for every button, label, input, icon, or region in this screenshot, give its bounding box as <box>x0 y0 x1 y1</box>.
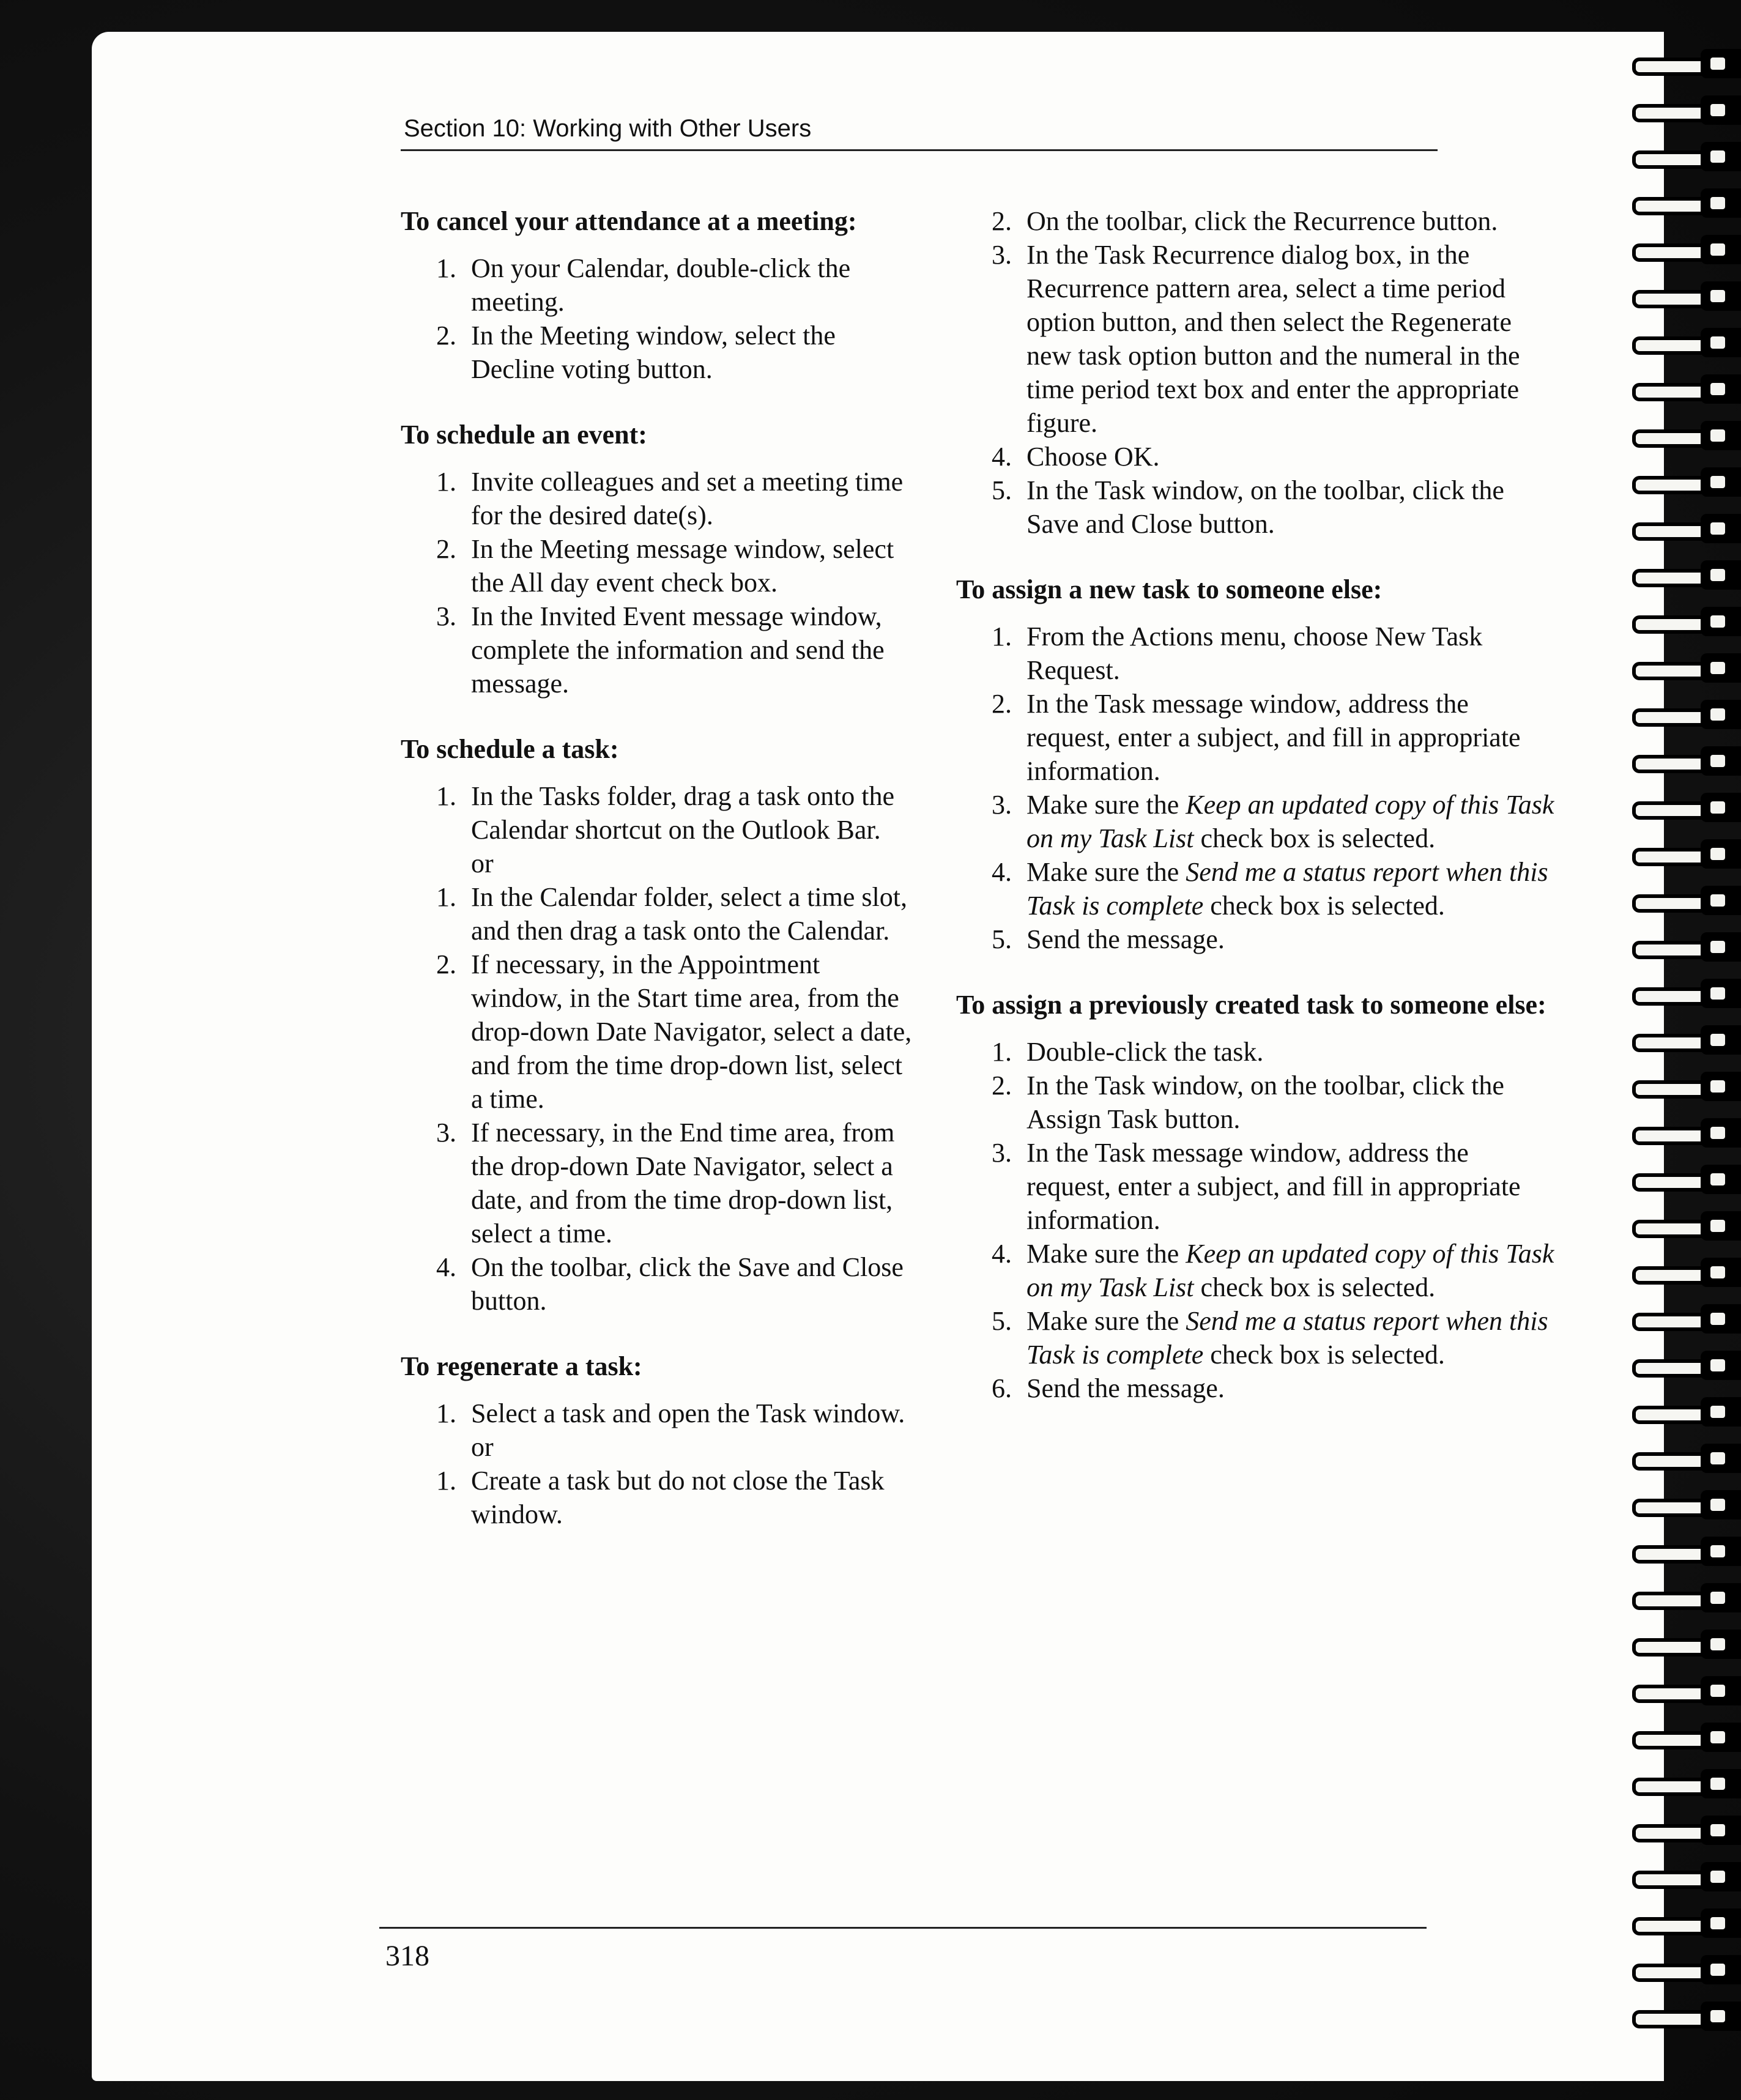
step-item <box>956 788 1556 855</box>
step-list <box>401 251 915 386</box>
coil-hole <box>1710 336 1725 349</box>
step-number: 3. <box>436 1118 456 1148</box>
step-item <box>956 204 1556 238</box>
step-item <box>401 1116 915 1250</box>
footer-rule <box>379 1927 1427 1929</box>
page-content <box>92 32 1664 2081</box>
step-text: On the toolbar, click the Save and Close button. <box>471 1252 904 1316</box>
step-text: Send the message. <box>1026 924 1225 954</box>
section-heading: To assign a new task to someone else: <box>956 574 1383 604</box>
binding-coil <box>1627 1351 1741 1380</box>
coil-hole <box>1710 1824 1725 1836</box>
binding-coil <box>1627 653 1741 683</box>
step-item <box>401 465 915 532</box>
step-item <box>401 1397 915 1430</box>
coil-hole <box>1710 1266 1725 1278</box>
coil-hole <box>1710 429 1725 442</box>
step-text: In the Task window, on the toolbar, click the Save and Close button. <box>1026 475 1504 539</box>
step-number: 4. <box>436 1252 456 1282</box>
step-text: From the Actions menu, choose New Task Request. <box>1026 621 1483 685</box>
step-text: In the Task window, on the toolbar, click the Assign Task button. <box>1026 1070 1504 1134</box>
binding-coil <box>1627 1072 1741 1101</box>
coil-hole <box>1710 801 1725 814</box>
binding-coil <box>1627 793 1741 822</box>
step-text: On the toolbar, click the Recurrence button. <box>1026 206 1498 236</box>
instruction-section <box>401 732 915 1318</box>
step-item <box>956 687 1556 788</box>
binding-coil <box>1627 1490 1741 1519</box>
binding-coil <box>1627 49 1741 78</box>
coil-hole <box>1710 1638 1725 1650</box>
step-number: 5. <box>992 1306 1012 1336</box>
step-number: 3. <box>436 601 456 631</box>
step-text-pre: Make sure the <box>1026 1306 1186 1336</box>
section-heading: To assign a previously created task to someone else: <box>956 990 1546 1020</box>
step-number: 1. <box>436 253 456 283</box>
binding-coil <box>1627 932 1741 962</box>
coil-hole <box>1710 1964 1725 1976</box>
step-text: In the Task message window, address the request, enter a subject, and fill in appropriate information. <box>1026 1138 1521 1235</box>
coil-hole <box>1710 243 1725 256</box>
coil-hole <box>1710 1545 1725 1557</box>
binding-coil <box>1627 700 1741 729</box>
step-list <box>401 465 915 700</box>
coil-hole <box>1710 615 1725 628</box>
binding-coil <box>1627 1211 1741 1241</box>
coil-hole <box>1710 104 1725 116</box>
step-text-post: check box is selected. <box>1203 1340 1445 1370</box>
coil-hole <box>1710 1220 1725 1232</box>
step-text-post: check box is selected. <box>1193 1272 1436 1302</box>
step-item <box>956 1136 1556 1237</box>
step-item <box>956 1371 1556 1405</box>
coil-hole <box>1710 1778 1725 1790</box>
step-number: 5. <box>992 924 1012 954</box>
step-text: Double-click the task. <box>1026 1037 1264 1067</box>
coil-hole <box>1710 383 1725 395</box>
coil-hole <box>1710 1917 1725 1929</box>
binding-coil <box>1627 1258 1741 1287</box>
section-heading: To cancel your attendance at a meeting: <box>401 206 857 236</box>
step-item <box>401 599 915 700</box>
step-text-option-name: Keep an updated copy of this Task on my Task List <box>1026 790 1554 853</box>
step-text: On your Calendar, double-click the meeting. <box>471 253 851 317</box>
coil-hole <box>1710 569 1725 581</box>
step-number: 5. <box>992 475 1012 505</box>
step-item <box>956 1069 1556 1136</box>
step-number: 3. <box>992 240 1012 270</box>
binding-coil <box>1627 839 1741 869</box>
step-number: 1. <box>436 882 456 912</box>
step-text <box>1026 857 1548 921</box>
binding-coil <box>1627 979 1741 1008</box>
coil-hole <box>1710 2010 1725 2022</box>
step-list <box>401 779 915 1318</box>
coil-hole <box>1710 1359 1725 1371</box>
book-page <box>92 32 1664 2081</box>
step-number: 1. <box>992 621 1012 651</box>
step-item <box>401 319 915 386</box>
step-list <box>401 1397 915 1531</box>
binding-coil <box>1627 328 1741 357</box>
page-number: 318 <box>385 1940 429 1972</box>
coil-hole <box>1710 58 1725 70</box>
step-list <box>956 620 1556 956</box>
step-text: In the Calendar folder, select a time slot, and then drag a task onto the Calendar. <box>471 882 907 946</box>
coil-hole <box>1710 941 1725 953</box>
step-item <box>956 1237 1556 1304</box>
step-number: 4. <box>992 857 1012 887</box>
coil-hole <box>1710 1034 1725 1046</box>
coil-hole <box>1710 476 1725 488</box>
step-item <box>401 880 915 948</box>
step-list <box>956 1035 1556 1405</box>
step-item <box>401 948 915 1116</box>
coil-hole <box>1710 197 1725 209</box>
step-text: In the Tasks folder, drag a task onto the Calendar shortcut on the Outlook Bar. <box>471 781 895 845</box>
coil-hole <box>1710 755 1725 767</box>
step-item <box>956 620 1556 687</box>
step-list <box>956 204 1556 541</box>
binding-coil <box>1627 1537 1741 1566</box>
section-heading: To regenerate a task: <box>401 1351 642 1381</box>
step-text-post: check box is selected. <box>1203 891 1445 921</box>
step-text: Choose OK. <box>1026 442 1160 472</box>
binding-coil <box>1627 188 1741 218</box>
right-column <box>956 204 1556 1437</box>
binding-coil <box>1627 235 1741 264</box>
step-text-post: check box is selected. <box>1193 823 1436 853</box>
step-text <box>1026 1239 1554 1302</box>
step-item <box>956 1304 1556 1371</box>
coil-hole <box>1710 1731 1725 1743</box>
step-text: Invite colleagues and set a meeting time for the desired date(s). <box>471 467 904 530</box>
step-item <box>956 238 1556 440</box>
binding-coil <box>1627 560 1741 590</box>
step-text: Send the message. <box>1026 1373 1225 1403</box>
step-text-option-name: Keep an updated copy of this Task on my Task List <box>1026 1239 1554 1302</box>
section-heading: To schedule an event: <box>401 420 647 450</box>
coil-hole <box>1710 1127 1725 1139</box>
binding-coil <box>1627 1165 1741 1194</box>
binding-coil <box>1627 1723 1741 1752</box>
coil-hole <box>1710 290 1725 302</box>
coil-hole <box>1710 987 1725 1000</box>
binding-coil <box>1627 1444 1741 1473</box>
step-item <box>401 1464 915 1531</box>
binding-coil <box>1627 1862 1741 1891</box>
step-number: 1. <box>436 467 456 497</box>
step-number: 2. <box>436 534 456 564</box>
step-text: In the Task Recurrence dialog box, in the Recurrence pattern area, select a time period option button, and then select the Regenerate new task option button and the numeral in the time period text box and enter the appropriate figure. <box>1026 240 1520 438</box>
binding-coil <box>1627 281 1741 311</box>
binding-coil <box>1627 1630 1741 1659</box>
binding-coil <box>1627 95 1741 125</box>
instruction-section <box>401 418 915 700</box>
step-text: In the Task message window, address the request, enter a subject, and fill in appropriate information. <box>1026 689 1521 786</box>
section-heading: To schedule a task: <box>401 734 619 764</box>
binding-coil <box>1627 1955 1741 1984</box>
coil-hole <box>1710 150 1725 163</box>
coil-hole <box>1710 1592 1725 1604</box>
coil-hole <box>1710 894 1725 907</box>
step-item <box>956 1035 1556 1069</box>
step-text: Create a task but do not close the Task window. <box>471 1466 885 1529</box>
instruction-section <box>401 204 915 386</box>
left-column <box>401 204 915 1563</box>
or-separator: or <box>471 1432 494 1462</box>
step-text: If necessary, in the Appointment window, in the Start time area, from the drop-down Date Navigator, select a date, and from the time drop-down list, select a time. <box>471 949 912 1114</box>
step-text: If necessary, in the End time area, from the drop-down Date Navigator, select a date, and from the time drop-down list, select a time. <box>471 1118 895 1248</box>
step-item <box>401 1250 915 1318</box>
step-text-pre: Make sure the <box>1026 790 1186 820</box>
binding-coil <box>1627 1816 1741 1845</box>
step-number: 1. <box>436 781 456 811</box>
or-separator: or <box>471 848 494 878</box>
coil-hole <box>1710 522 1725 535</box>
running-header: Section 10: Working with Other Users <box>404 115 812 142</box>
step-number: 2. <box>992 1070 1012 1100</box>
step-text-pre: Make sure the <box>1026 1239 1186 1269</box>
step-text-option-name: Send me a status report when this Task is complete <box>1026 857 1548 921</box>
instruction-section <box>956 573 1556 956</box>
step-number: 4. <box>992 1239 1012 1269</box>
binding-coil <box>1627 1025 1741 1055</box>
header-rule <box>401 149 1438 151</box>
spiral-binding <box>1627 49 1741 2068</box>
binding-coil <box>1627 467 1741 497</box>
binding-coil <box>1627 1909 1741 1938</box>
coil-hole <box>1710 1685 1725 1697</box>
step-number: 4. <box>992 442 1012 472</box>
step-number: 3. <box>992 790 1012 820</box>
step-text: Select a task and open the Task window. <box>471 1398 905 1428</box>
binding-coil <box>1627 142 1741 171</box>
step-text <box>1026 790 1554 853</box>
binding-coil <box>1627 607 1741 636</box>
step-text: In the Meeting window, select the Decline voting button. <box>471 321 836 384</box>
instruction-section <box>401 1349 915 1531</box>
binding-coil <box>1627 1769 1741 1798</box>
coil-hole <box>1710 1080 1725 1093</box>
step-text: In the Meeting message window, select the All day event check box. <box>471 534 894 598</box>
coil-hole <box>1710 1313 1725 1325</box>
step-text <box>1026 1306 1548 1370</box>
binding-coil <box>1627 1304 1741 1334</box>
binding-coil <box>1627 1676 1741 1705</box>
instruction-section <box>956 204 1556 541</box>
step-item <box>956 473 1556 541</box>
coil-hole <box>1710 848 1725 860</box>
step-item <box>956 922 1556 956</box>
binding-coil <box>1627 2002 1741 2031</box>
binding-coil <box>1627 1583 1741 1612</box>
step-item <box>401 779 915 847</box>
step-item <box>956 440 1556 473</box>
step-item <box>401 251 915 319</box>
binding-coil <box>1627 421 1741 450</box>
step-item <box>401 532 915 599</box>
step-number: 2. <box>436 949 456 979</box>
binding-coil <box>1627 886 1741 915</box>
step-text: In the Invited Event message window, complete the information and send the message. <box>471 601 885 699</box>
instruction-section <box>956 988 1556 1405</box>
step-text-pre: Make sure the <box>1026 857 1186 887</box>
binding-coil <box>1627 514 1741 543</box>
step-number: 1. <box>436 1398 456 1428</box>
step-number: 2. <box>992 206 1012 236</box>
binding-coil <box>1627 1397 1741 1427</box>
binding-coil <box>1627 746 1741 776</box>
coil-hole <box>1710 1406 1725 1418</box>
step-number: 6. <box>992 1373 1012 1403</box>
step-number: 1. <box>436 1466 456 1496</box>
step-text-option-name: Send me a status report when this Task is complete <box>1026 1306 1548 1370</box>
coil-hole <box>1710 1499 1725 1511</box>
binding-coil <box>1627 1118 1741 1148</box>
coil-hole <box>1710 662 1725 674</box>
coil-hole <box>1710 1173 1725 1185</box>
coil-hole <box>1710 1452 1725 1464</box>
step-number: 1. <box>992 1037 1012 1067</box>
binding-coil <box>1627 374 1741 404</box>
step-number: 2. <box>992 689 1012 719</box>
coil-hole <box>1710 708 1725 721</box>
coil-hole <box>1710 1871 1725 1883</box>
step-number: 2. <box>436 321 456 351</box>
step-item <box>956 855 1556 922</box>
step-number: 3. <box>992 1138 1012 1168</box>
